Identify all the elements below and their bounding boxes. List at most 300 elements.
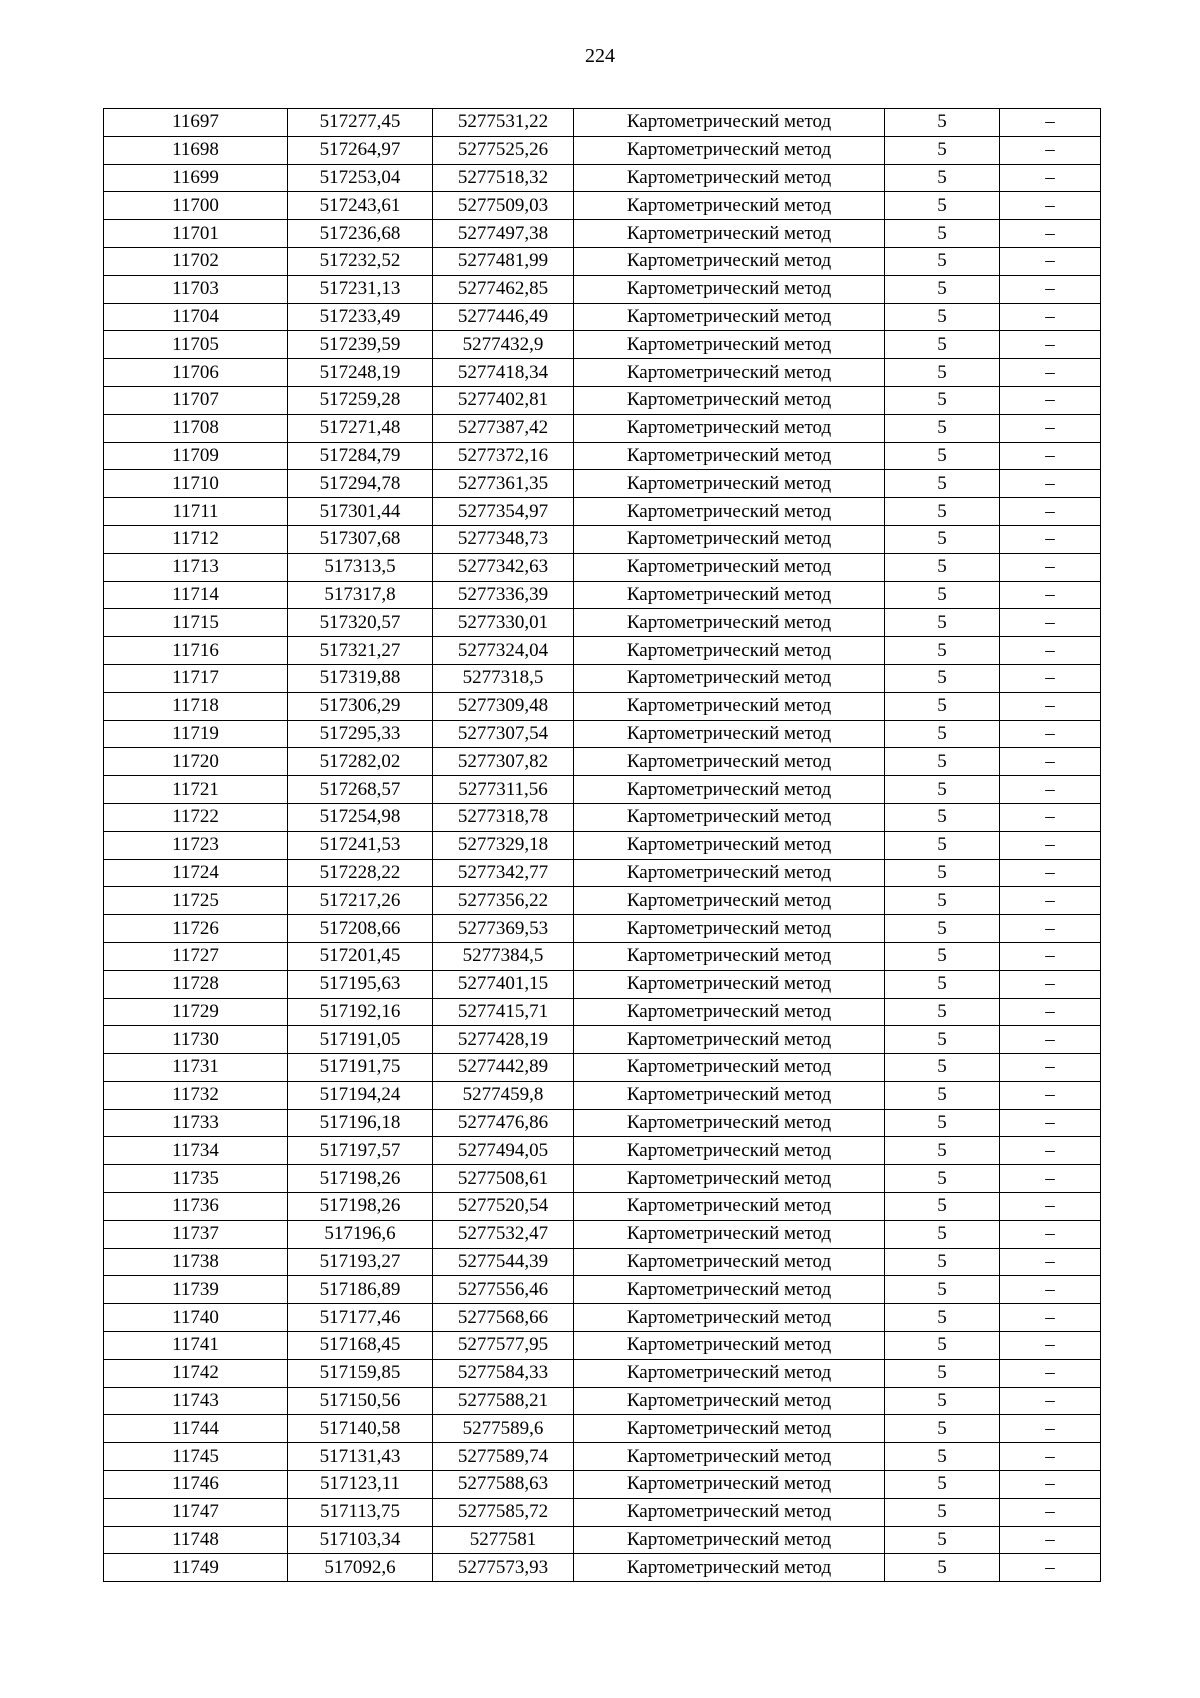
y-coordinate-cell: 5277369,53 [433,915,574,943]
accuracy-cell: 5 [885,553,1000,581]
table-row [104,1498,1101,1526]
note-cell: – [1000,331,1101,359]
method-cell: Картометрический метод [574,1526,885,1554]
method-cell: Картометрический метод [574,887,885,915]
y-coordinate-cell: 5277415,71 [433,998,574,1026]
accuracy-cell: 5 [885,692,1000,720]
point-number-cell: 11711 [104,498,288,526]
method-cell: Картометрический метод [574,442,885,470]
accuracy-cell: 5 [885,637,1000,665]
x-coordinate-cell: 517191,75 [288,1054,433,1082]
x-coordinate-cell: 517228,22 [288,859,433,887]
y-coordinate-cell: 5277329,18 [433,831,574,859]
accuracy-cell: 5 [885,470,1000,498]
table-row [104,859,1101,887]
table-row [104,1026,1101,1054]
x-coordinate-cell: 517194,24 [288,1081,433,1109]
x-coordinate-cell: 517306,29 [288,692,433,720]
table-row [104,553,1101,581]
table-row [104,525,1101,553]
y-coordinate-cell: 5277354,97 [433,498,574,526]
point-number-cell: 11721 [104,776,288,804]
point-number-cell: 11726 [104,915,288,943]
x-coordinate-cell: 517113,75 [288,1498,433,1526]
method-cell: Картометрический метод [574,525,885,553]
note-cell: – [1000,1443,1101,1471]
point-number-cell: 11736 [104,1193,288,1221]
y-coordinate-cell: 5277494,05 [433,1137,574,1165]
y-coordinate-cell: 5277531,22 [433,109,574,137]
method-cell: Картометрический метод [574,331,885,359]
note-cell: – [1000,998,1101,1026]
method-cell: Картометрический метод [574,609,885,637]
accuracy-cell: 5 [885,1415,1000,1443]
point-number-cell: 11713 [104,553,288,581]
y-coordinate-cell: 5277356,22 [433,887,574,915]
table-row [104,970,1101,998]
table-row [104,498,1101,526]
table-row [104,303,1101,331]
method-cell: Картометрический метод [574,1443,885,1471]
note-cell: – [1000,776,1101,804]
table-row [104,915,1101,943]
x-coordinate-cell: 517284,79 [288,442,433,470]
y-coordinate-cell: 5277307,54 [433,720,574,748]
accuracy-cell: 5 [885,164,1000,192]
y-coordinate-cell: 5277361,35 [433,470,574,498]
point-number-cell: 11737 [104,1220,288,1248]
x-coordinate-cell: 517131,43 [288,1443,433,1471]
y-coordinate-cell: 5277309,48 [433,692,574,720]
table-row [104,1054,1101,1082]
x-coordinate-cell: 517208,66 [288,915,433,943]
accuracy-cell: 5 [885,303,1000,331]
accuracy-cell: 5 [885,359,1000,387]
accuracy-cell: 5 [885,748,1000,776]
x-coordinate-cell: 517201,45 [288,942,433,970]
point-number-cell: 11729 [104,998,288,1026]
point-number-cell: 11745 [104,1443,288,1471]
x-coordinate-cell: 517254,98 [288,803,433,831]
accuracy-cell: 5 [885,136,1000,164]
method-cell: Картометрический метод [574,1276,885,1304]
x-coordinate-cell: 517295,33 [288,720,433,748]
note-cell: – [1000,1304,1101,1332]
point-number-cell: 11718 [104,692,288,720]
point-number-cell: 11744 [104,1415,288,1443]
table-row [104,1193,1101,1221]
table-row [104,1554,1101,1582]
table-row [104,803,1101,831]
table-row [104,1526,1101,1554]
method-cell: Картометрический метод [574,220,885,248]
table-row [104,109,1101,137]
point-number-cell: 11705 [104,331,288,359]
accuracy-cell: 5 [885,1193,1000,1221]
point-number-cell: 11703 [104,275,288,303]
table-row [104,998,1101,1026]
accuracy-cell: 5 [885,664,1000,692]
note-cell: – [1000,414,1101,442]
point-number-cell: 11727 [104,942,288,970]
method-cell: Картометрический метод [574,247,885,275]
table-row [104,1137,1101,1165]
method-cell: Картометрический метод [574,664,885,692]
accuracy-cell: 5 [885,609,1000,637]
accuracy-cell: 5 [885,1109,1000,1137]
point-number-cell: 11700 [104,192,288,220]
method-cell: Картометрический метод [574,1137,885,1165]
point-number-cell: 11732 [104,1081,288,1109]
accuracy-cell: 5 [885,970,1000,998]
y-coordinate-cell: 5277324,04 [433,637,574,665]
y-coordinate-cell: 5277402,81 [433,386,574,414]
y-coordinate-cell: 5277336,39 [433,581,574,609]
method-cell: Картометрический метод [574,192,885,220]
x-coordinate-cell: 517177,46 [288,1304,433,1332]
x-coordinate-cell: 517198,26 [288,1165,433,1193]
note-cell: – [1000,1498,1101,1526]
note-cell: – [1000,553,1101,581]
y-coordinate-cell: 5277520,54 [433,1193,574,1221]
x-coordinate-cell: 517319,88 [288,664,433,692]
accuracy-cell: 5 [885,1248,1000,1276]
y-coordinate-cell: 5277348,73 [433,525,574,553]
note-cell: – [1000,470,1101,498]
x-coordinate-cell: 517253,04 [288,164,433,192]
note-cell: – [1000,1359,1101,1387]
method-cell: Картометрический метод [574,1054,885,1082]
accuracy-cell: 5 [885,776,1000,804]
x-coordinate-cell: 517150,56 [288,1387,433,1415]
point-number-cell: 11728 [104,970,288,998]
table-row [104,136,1101,164]
note-cell: – [1000,386,1101,414]
x-coordinate-cell: 517192,16 [288,998,433,1026]
table-row [104,581,1101,609]
accuracy-cell: 5 [885,442,1000,470]
x-coordinate-cell: 517241,53 [288,831,433,859]
x-coordinate-cell: 517196,6 [288,1220,433,1248]
table-row [104,331,1101,359]
point-number-cell: 11730 [104,1026,288,1054]
x-coordinate-cell: 517186,89 [288,1276,433,1304]
table-row [104,1109,1101,1137]
point-number-cell: 11742 [104,1359,288,1387]
accuracy-cell: 5 [885,1026,1000,1054]
y-coordinate-cell: 5277589,6 [433,1415,574,1443]
method-cell: Картометрический метод [574,803,885,831]
accuracy-cell: 5 [885,1359,1000,1387]
y-coordinate-cell: 5277532,47 [433,1220,574,1248]
table-row [104,442,1101,470]
note-cell: – [1000,1471,1101,1499]
method-cell: Картометрический метод [574,831,885,859]
method-cell: Картометрический метод [574,692,885,720]
accuracy-cell: 5 [885,414,1000,442]
method-cell: Картометрический метод [574,1498,885,1526]
x-coordinate-cell: 517259,28 [288,386,433,414]
point-number-cell: 11709 [104,442,288,470]
note-cell: – [1000,1387,1101,1415]
note-cell: – [1000,609,1101,637]
point-number-cell: 11715 [104,609,288,637]
point-number-cell: 11697 [104,109,288,137]
x-coordinate-cell: 517271,48 [288,414,433,442]
y-coordinate-cell: 5277462,85 [433,275,574,303]
note-cell: – [1000,915,1101,943]
y-coordinate-cell: 5277318,5 [433,664,574,692]
x-coordinate-cell: 517195,63 [288,970,433,998]
x-coordinate-cell: 517198,26 [288,1193,433,1221]
y-coordinate-cell: 5277556,46 [433,1276,574,1304]
method-cell: Картометрический метод [574,498,885,526]
method-cell: Картометрический метод [574,998,885,1026]
point-number-cell: 11723 [104,831,288,859]
method-cell: Картометрический метод [574,1193,885,1221]
point-number-cell: 11747 [104,1498,288,1526]
note-cell: – [1000,525,1101,553]
accuracy-cell: 5 [885,1137,1000,1165]
accuracy-cell: 5 [885,192,1000,220]
method-cell: Картометрический метод [574,1387,885,1415]
point-number-cell: 11743 [104,1387,288,1415]
x-coordinate-cell: 517191,05 [288,1026,433,1054]
note-cell: – [1000,1081,1101,1109]
note-cell: – [1000,942,1101,970]
accuracy-cell: 5 [885,803,1000,831]
method-cell: Картометрический метод [574,581,885,609]
method-cell: Картометрический метод [574,359,885,387]
x-coordinate-cell: 517233,49 [288,303,433,331]
point-number-cell: 11719 [104,720,288,748]
note-cell: – [1000,748,1101,776]
x-coordinate-cell: 517217,26 [288,887,433,915]
accuracy-cell: 5 [885,1165,1000,1193]
y-coordinate-cell: 5277509,03 [433,192,574,220]
table-row [104,1081,1101,1109]
method-cell: Картометрический метод [574,1026,885,1054]
method-cell: Картометрический метод [574,637,885,665]
y-coordinate-cell: 5277577,95 [433,1332,574,1360]
point-number-cell: 11707 [104,386,288,414]
y-coordinate-cell: 5277585,72 [433,1498,574,1526]
point-number-cell: 11704 [104,303,288,331]
accuracy-cell: 5 [885,220,1000,248]
accuracy-cell: 5 [885,859,1000,887]
x-coordinate-cell: 517282,02 [288,748,433,776]
accuracy-cell: 5 [885,331,1000,359]
x-coordinate-cell: 517301,44 [288,498,433,526]
method-cell: Картометрический метод [574,776,885,804]
x-coordinate-cell: 517317,8 [288,581,433,609]
table-row [104,247,1101,275]
table-row [104,414,1101,442]
note-cell: – [1000,831,1101,859]
table-row [104,748,1101,776]
point-number-cell: 11722 [104,803,288,831]
point-number-cell: 11702 [104,247,288,275]
y-coordinate-cell: 5277568,66 [433,1304,574,1332]
point-number-cell: 11717 [104,664,288,692]
y-coordinate-cell: 5277508,61 [433,1165,574,1193]
note-cell: – [1000,1109,1101,1137]
method-cell: Картометрический метод [574,720,885,748]
x-coordinate-cell: 517307,68 [288,525,433,553]
method-cell: Картометрический метод [574,553,885,581]
point-number-cell: 11740 [104,1304,288,1332]
x-coordinate-cell: 517232,52 [288,247,433,275]
method-cell: Картометрический метод [574,1165,885,1193]
table-row [104,1332,1101,1360]
note-cell: – [1000,1415,1101,1443]
point-number-cell: 11731 [104,1054,288,1082]
accuracy-cell: 5 [885,525,1000,553]
table-row [104,664,1101,692]
coordinates-table-body [104,109,1101,1582]
point-number-cell: 11712 [104,525,288,553]
y-coordinate-cell: 5277459,8 [433,1081,574,1109]
x-coordinate-cell: 517313,5 [288,553,433,581]
note-cell: – [1000,1054,1101,1082]
table-row [104,359,1101,387]
x-coordinate-cell: 517231,13 [288,275,433,303]
note-cell: – [1000,1276,1101,1304]
table-row [104,275,1101,303]
y-coordinate-cell: 5277401,15 [433,970,574,998]
accuracy-cell: 5 [885,1304,1000,1332]
point-number-cell: 11716 [104,637,288,665]
x-coordinate-cell: 517193,27 [288,1248,433,1276]
y-coordinate-cell: 5277384,5 [433,942,574,970]
y-coordinate-cell: 5277481,99 [433,247,574,275]
table-row [104,1415,1101,1443]
method-cell: Картометрический метод [574,275,885,303]
x-coordinate-cell: 517239,59 [288,331,433,359]
note-cell: – [1000,192,1101,220]
method-cell: Картометрический метод [574,1109,885,1137]
note-cell: – [1000,164,1101,192]
table-row [104,887,1101,915]
accuracy-cell: 5 [885,1276,1000,1304]
y-coordinate-cell: 5277588,63 [433,1471,574,1499]
point-number-cell: 11725 [104,887,288,915]
note-cell: – [1000,581,1101,609]
accuracy-cell: 5 [885,998,1000,1026]
point-number-cell: 11701 [104,220,288,248]
y-coordinate-cell: 5277525,26 [433,136,574,164]
x-coordinate-cell: 517196,18 [288,1109,433,1137]
method-cell: Картометрический метод [574,1415,885,1443]
accuracy-cell: 5 [885,942,1000,970]
point-number-cell: 11706 [104,359,288,387]
y-coordinate-cell: 5277518,32 [433,164,574,192]
note-cell: – [1000,247,1101,275]
table-row [104,386,1101,414]
y-coordinate-cell: 5277432,9 [433,331,574,359]
method-cell: Картометрический метод [574,970,885,998]
accuracy-cell: 5 [885,275,1000,303]
point-number-cell: 11735 [104,1165,288,1193]
note-cell: – [1000,1026,1101,1054]
note-cell: – [1000,1193,1101,1221]
y-coordinate-cell: 5277428,19 [433,1026,574,1054]
method-cell: Картометрический метод [574,109,885,137]
note-cell: – [1000,970,1101,998]
table-row [104,720,1101,748]
y-coordinate-cell: 5277497,38 [433,220,574,248]
x-coordinate-cell: 517103,34 [288,1526,433,1554]
x-coordinate-cell: 517277,45 [288,109,433,137]
y-coordinate-cell: 5277476,86 [433,1109,574,1137]
note-cell: – [1000,303,1101,331]
method-cell: Картометрический метод [574,1332,885,1360]
table-row [104,776,1101,804]
table-row [104,1471,1101,1499]
accuracy-cell: 5 [885,1443,1000,1471]
point-number-cell: 11699 [104,164,288,192]
note-cell: – [1000,1137,1101,1165]
method-cell: Картометрический метод [574,164,885,192]
note-cell: – [1000,859,1101,887]
note-cell: – [1000,887,1101,915]
point-number-cell: 11708 [104,414,288,442]
table-row [104,220,1101,248]
y-coordinate-cell: 5277318,78 [433,803,574,831]
accuracy-cell: 5 [885,1081,1000,1109]
accuracy-cell: 5 [885,1498,1000,1526]
table-row [104,1387,1101,1415]
x-coordinate-cell: 517320,57 [288,609,433,637]
method-cell: Картометрический метод [574,1359,885,1387]
y-coordinate-cell: 5277311,56 [433,776,574,804]
note-cell: – [1000,720,1101,748]
y-coordinate-cell: 5277418,34 [433,359,574,387]
point-number-cell: 11749 [104,1554,288,1582]
accuracy-cell: 5 [885,247,1000,275]
note-cell: – [1000,498,1101,526]
method-cell: Картометрический метод [574,303,885,331]
accuracy-cell: 5 [885,1220,1000,1248]
x-coordinate-cell: 517140,58 [288,1415,433,1443]
x-coordinate-cell: 517159,85 [288,1359,433,1387]
point-number-cell: 11738 [104,1248,288,1276]
method-cell: Картометрический метод [574,915,885,943]
note-cell: – [1000,637,1101,665]
method-cell: Картометрический метод [574,748,885,776]
point-number-cell: 11734 [104,1137,288,1165]
x-coordinate-cell: 517264,97 [288,136,433,164]
note-cell: – [1000,803,1101,831]
method-cell: Картометрический метод [574,414,885,442]
table-row [104,1304,1101,1332]
y-coordinate-cell: 5277387,42 [433,414,574,442]
x-coordinate-cell: 517123,11 [288,1471,433,1499]
x-coordinate-cell: 517248,19 [288,359,433,387]
accuracy-cell: 5 [885,109,1000,137]
accuracy-cell: 5 [885,1387,1000,1415]
note-cell: – [1000,1332,1101,1360]
point-number-cell: 11739 [104,1276,288,1304]
x-coordinate-cell: 517168,45 [288,1332,433,1360]
method-cell: Картометрический метод [574,1471,885,1499]
y-coordinate-cell: 5277342,63 [433,553,574,581]
x-coordinate-cell: 517294,78 [288,470,433,498]
accuracy-cell: 5 [885,915,1000,943]
accuracy-cell: 5 [885,1471,1000,1499]
table-row [104,192,1101,220]
y-coordinate-cell: 5277342,77 [433,859,574,887]
